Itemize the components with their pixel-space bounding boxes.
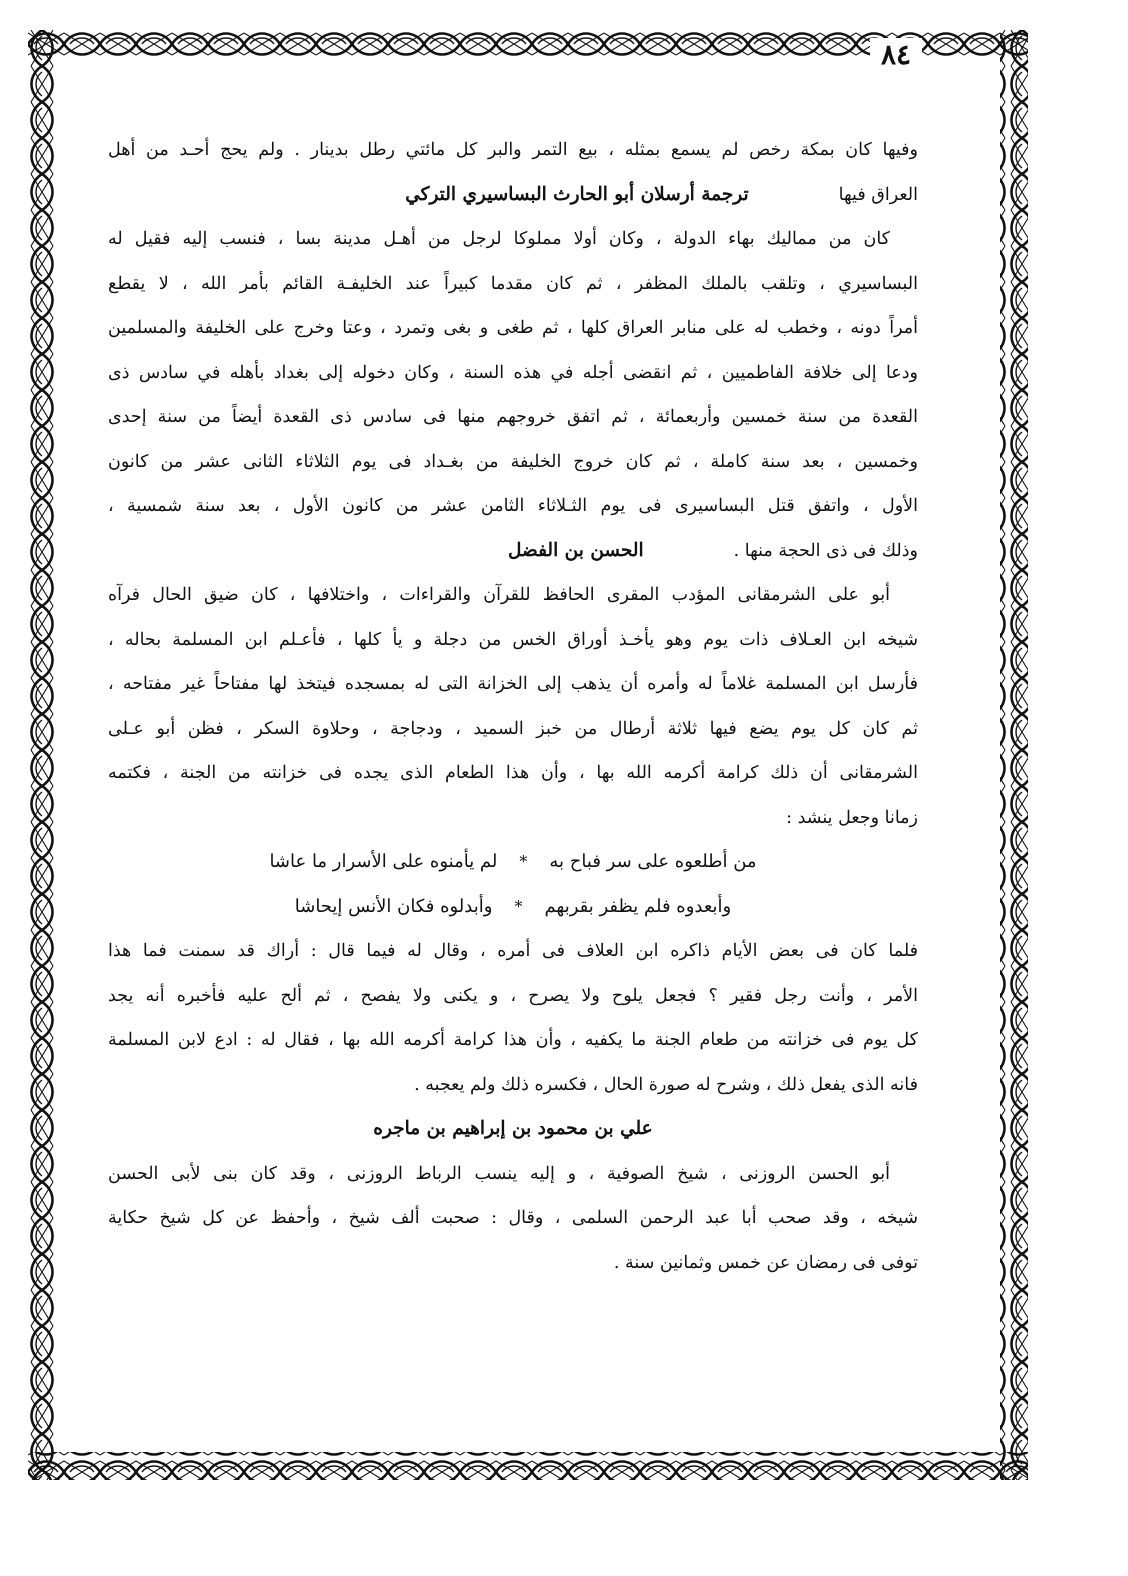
verse-line <box>108 885 918 930</box>
text-line: أمراً دونه ، وخطب له على منابر العراق كلها ، ثم طغى و بغى وتمرد ، وعتا وخرج على الخليفة والمسلمين <box>108 318 918 338</box>
text-line: كل يوم فى خزانته من طعام الجنة ما يكفيه ، وأن هذا كرامة أكرمه الله بها ، فقال له : ادع لابن المسلمة <box>108 1030 918 1050</box>
verse-separator: * <box>514 896 523 916</box>
text-line: ودعا إلى خلافة الفاطميين ، ثم انقضى أجله في هذه السنة ، وكان دخوله إلى بغداد بأهله في سادس ذى <box>108 362 918 383</box>
text-line: أبو الحسن الروزنى ، شيخ الصوفية ، و إليه ينسب الرباط الروزنى ، وقد كان بنى لأبى الحسن <box>108 1163 890 1184</box>
text-line: أبو على الشرمقانى المؤدب المقرى الحافظ للقرآن والقراءات ، واختلافها ، كان ضيق الحال فرآه <box>108 585 890 605</box>
verse-hemistich: من أطلعوه على سر فباح به <box>549 851 757 872</box>
section-heading: ترجمة أرسلان أبو الحارث البساسيري التركي <box>405 183 749 205</box>
text-line: كان من مماليك بهاء الدولة ، وكان أولا مملوكا لرجل من أهـل مدينة بسا ، فنسب إليه فقيل له <box>108 229 890 249</box>
text-line: فأرسل ابن المسلمة غلاماً له وأمره أن يذهب إلى الخزانة التى له بمسجده فيتخذ لها مفتاحاً غير مفتاحه ، <box>108 674 918 694</box>
page-number: ٨٤ <box>870 38 922 72</box>
text-line: زمانا وجعل ينشد : <box>786 807 918 828</box>
text-line: البساسيري ، وتلقب بالملك المظفر ، ثم كان مقدما كبيراً عند الخليفـة القائم بأمر الله ، لا يقطع <box>108 273 918 294</box>
text-line: وخمسين ، بعد سنة كاملة ، ثم كان خروج الخليفة من بغـداد فى يوم الثلاثاء الثانى عشر من كانون <box>108 451 918 472</box>
section-heading: علي بن محمود بن إبراهيم بن ماجره <box>373 1118 653 1139</box>
verse-hemistich: وأبعدوه فلم يظفر بقربهم <box>544 895 732 917</box>
text-line: الشرمقانى أن ذلك كرامة أكرمه الله بها ، وأن هذا الطعام الذى يجده فى خزانته من الجنة ، فكتمه <box>108 763 918 783</box>
text-line: وفيها كان بمكة رخص لم يسمع بمثله ، بيع التمر والبر كل مائتي رطل بدينار . ولم يحج أحـد من أهل <box>108 140 918 160</box>
text-line: ثم كان كل يوم يضع فيها ثلاثة أرطال من خبز السميد ، ودجاجة ، وحلاوة السكر ، فظن أبو عـلى <box>108 718 918 739</box>
text-fragment: العراق فيها <box>838 184 918 205</box>
text-line-with-heading <box>108 173 918 218</box>
text-line: فانه الذى يفعل ذلك ، وشرح له صورة الحال ، فكسره ذلك ولم يعجبه . <box>414 1074 918 1095</box>
verse-line <box>108 840 918 885</box>
text-line: شيخه ، وقد صحب أبا عبد الرحمن السلمى ، وقال : صحبت ألف شيخ ، وأحفظ عن كل شيخ حكاية <box>108 1208 918 1228</box>
verse-hemistich: وأبدلوه فكان الأنس إيحاشا <box>294 895 493 917</box>
page-body <box>108 128 918 1285</box>
verse-hemistich: لم يأمنوه على الأسرار ما عاشا <box>269 851 498 872</box>
text-line: القعدة من سنة خمسين وأربعمائة ، ثم اتفق خروجهم منها فى سادس ذى القعدة أيضاً من سنة إحدى <box>108 407 918 427</box>
text-line: الأمر ، وأنت رجل فقير ؟ فجعل يلوح ولا يصرح ، و يكنى ولا يفصح ، ثم ألح عليه فأخبره أنه يجد <box>108 985 918 1006</box>
text-line: فلما كان فى بعض الأيام ذاكره ابن العلاف فى أمره ، وقال له فيما قال : أراك قد سمنت فما هذا <box>108 941 918 961</box>
text-fragment: وذلك فى ذى الحجة منها . <box>733 540 918 561</box>
text-line-with-heading <box>108 529 918 574</box>
text-line: الأول ، واتفق قتل البساسيرى فى يوم الثـلاثاء الثامن عشر من كانون الأول ، بعد سنة شمسية ، <box>108 496 918 516</box>
verse-separator: * <box>519 852 528 871</box>
text-line: شيخه ابن العـلاف ذات يوم وهو يأخـذ أوراق الخس من دجلة و يأ كلها ، فأعـلم ابن المسلمة بحاله ، <box>108 629 918 650</box>
section-heading: الحسن بن الفضل <box>508 539 644 561</box>
text-line: توفى فى رمضان عن خمس وثمانين سنة . <box>613 1252 918 1273</box>
